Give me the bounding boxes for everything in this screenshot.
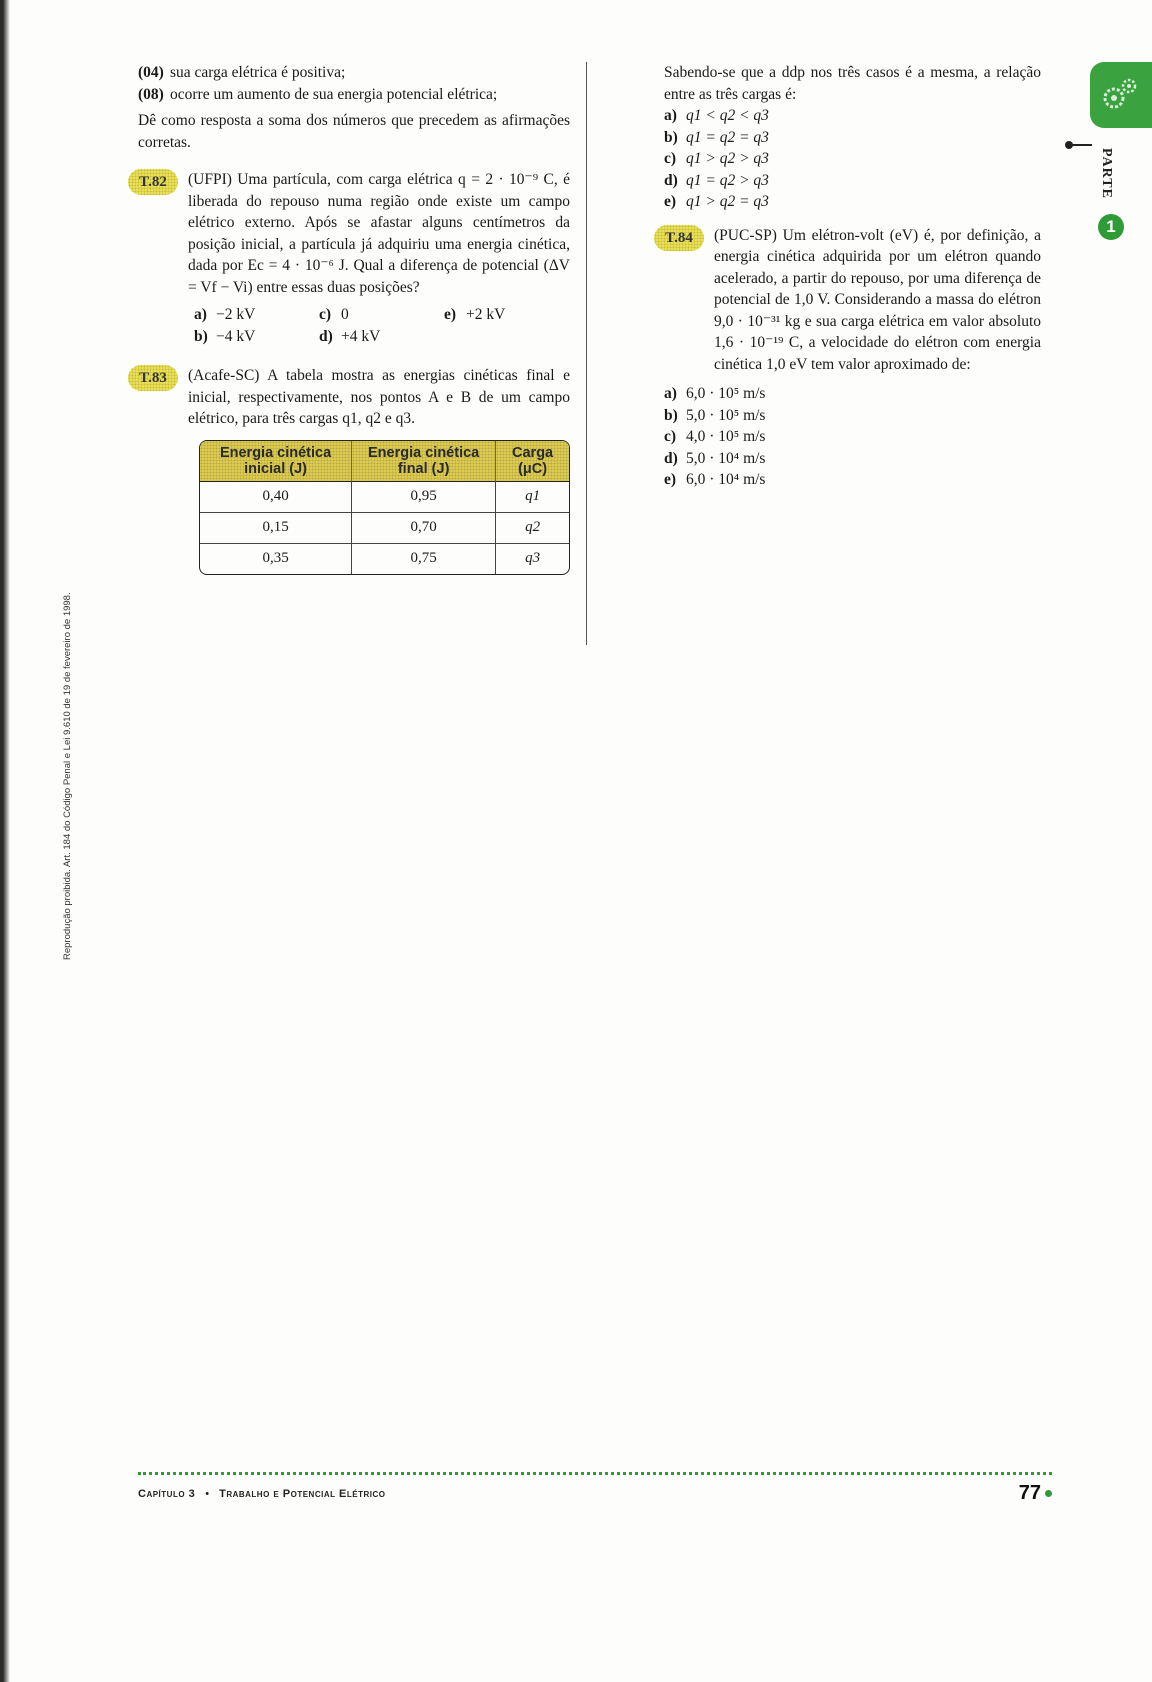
energy-table — [199, 440, 570, 575]
table-cell: 0,15 — [200, 513, 352, 544]
option[interactable] — [664, 426, 1041, 448]
option[interactable] — [664, 448, 1041, 470]
footer-dotted-rule — [138, 1472, 1052, 1475]
intro-text: Sabendo-se que a ddp nos três casos é a mesma, a relação entre as três cargas é: — [664, 64, 1041, 103]
option-letter: a) — [664, 385, 677, 402]
option[interactable] — [664, 383, 1041, 405]
table-cell: 0,95 — [352, 482, 496, 513]
option-text: 5,0 · 10⁴ m/s — [686, 449, 766, 467]
option-text: −2 kV — [216, 306, 256, 323]
question-badge: T.82 — [128, 169, 178, 195]
tab-rule — [1068, 144, 1092, 146]
parte-tab — [1090, 62, 1152, 128]
answer-options — [664, 105, 1041, 213]
option[interactable] — [664, 191, 1041, 213]
table-cell: q1 — [496, 482, 569, 513]
option-letter: c) — [319, 306, 332, 323]
footer-separator: • — [205, 1487, 210, 1500]
option[interactable] — [664, 127, 1041, 149]
page-dot — [1045, 1490, 1052, 1497]
option[interactable] — [319, 304, 444, 326]
table-header-row — [200, 441, 569, 482]
option-letter: c) — [664, 150, 677, 167]
right-column — [664, 62, 1041, 491]
footer-bar — [138, 1482, 1052, 1505]
option-letter: d) — [664, 449, 678, 467]
table-cell: 0,40 — [200, 482, 352, 513]
footer-title: Trabalho e Potencial Elétrico — [219, 1487, 386, 1500]
option-letter: b) — [664, 406, 678, 424]
option-letter: d) — [664, 171, 678, 189]
option[interactable] — [664, 105, 1041, 127]
option-letter: e) — [664, 193, 677, 210]
table-cell: 0,35 — [200, 544, 352, 574]
option-text: 0 — [341, 306, 349, 323]
option-letter: a) — [194, 306, 207, 323]
option-text: −4 kV — [216, 327, 256, 345]
option-text: 5,0 · 10⁵ m/s — [686, 406, 766, 424]
table-cell: 0,70 — [352, 513, 496, 544]
table-row — [200, 482, 569, 513]
item-number: (04) — [138, 64, 164, 81]
option[interactable] — [194, 326, 319, 348]
option-text: q1 > q2 = q3 — [686, 193, 769, 210]
item-text: sua carga elétrica é positiva; — [170, 64, 346, 81]
option-text: q1 > q2 > q3 — [686, 150, 769, 167]
scan-edge — [0, 0, 10, 1682]
option-text: q1 = q2 > q3 — [686, 171, 769, 189]
answer-options — [664, 383, 1041, 491]
option[interactable] — [444, 304, 564, 326]
option-letter: e) — [444, 306, 457, 323]
option-letter: c) — [664, 428, 677, 445]
item-text: ocorre um aumento de sua energia potencial elétrica; — [170, 85, 498, 103]
option[interactable] — [194, 304, 319, 326]
option-letter: b) — [194, 327, 208, 345]
gears-icon — [1100, 74, 1140, 116]
table-cell: 0,75 — [352, 544, 496, 574]
table-header: Energia cinética final (J) — [352, 441, 496, 482]
option[interactable] — [319, 326, 444, 348]
question-badge: T.84 — [654, 225, 704, 251]
option[interactable] — [664, 405, 1041, 427]
instruction-text: Dê como resposta a soma dos números que precedem as afirmações corretas. — [138, 112, 570, 151]
option-text: 4,0 · 10⁵ m/s — [686, 428, 766, 445]
answer-options — [138, 304, 570, 347]
option-text: +4 kV — [341, 327, 381, 345]
column-divider — [586, 62, 587, 645]
table-cell: q3 — [525, 549, 541, 566]
page-number: 77 — [1018, 1482, 1041, 1504]
footer-chapter: Capítulo 3 — [138, 1487, 196, 1500]
table-row — [200, 513, 569, 544]
table-cell: q2 — [496, 513, 569, 544]
legal-notice: Reprodução proibida. Art. 184 do Código Penal e Lei 9.610 de 19 de fevereiro de 1998. — [62, 592, 73, 960]
option-letter: b) — [664, 128, 678, 146]
table-row — [200, 544, 569, 574]
list-item — [138, 84, 570, 106]
item-number: (08) — [138, 85, 164, 103]
question-badge: T.83 — [128, 365, 178, 391]
question-t82 — [138, 169, 570, 298]
option-text: 6,0 · 10⁴ m/s — [686, 471, 766, 488]
question-text: (Acafe-SC) A tabela mostra as energias cinéticas final e inicial, respectivamente, nos pontos A e B de um campo elétrico, para três cargas q1, q2 e q3. — [188, 367, 570, 427]
option[interactable] — [664, 469, 1041, 491]
parte-number: 1 — [1098, 214, 1124, 240]
left-column — [138, 62, 570, 575]
question-text: (UFPI) Uma partícula, com carga elétrica q = 2 · 10⁻⁹ C, é liberada do repouso numa região onde existe um campo elétrico externo. Após se afastar alguns centímetros da posição inicial, a partícula já adquiriu uma energia cinética, dada por Ec = 4 · 10⁻⁶ J. Qual a diferença de potencial (ΔV = Vf − Vi) entre essas duas posições? — [188, 171, 570, 296]
question-t84 — [664, 225, 1041, 376]
option-text: q1 = q2 = q3 — [686, 128, 769, 146]
table-header: Energia cinética inicial (J) — [200, 441, 352, 482]
option[interactable] — [664, 170, 1041, 192]
option[interactable] — [664, 148, 1041, 170]
option-letter: a) — [664, 107, 677, 124]
option-text: 6,0 · 10⁵ m/s — [686, 385, 766, 402]
question-text: (PUC-SP) Um elétron-volt (eV) é, por definição, a energia cinética adquirida por um elétron quando acelerado, a partir do repouso, por uma diferença de potencial de 1,0 V. Considerando a massa do elétron 9,0 · 10⁻³¹ kg e sua carga elétrica em valor absoluto 1,6 · 10⁻¹⁹ C, a velocidade do elétron com energia cinética 1,0 eV tem valor aproximado de: — [714, 226, 1041, 373]
option-text: q1 < q2 < q3 — [686, 107, 769, 124]
parte-label: PARTE — [1099, 148, 1114, 199]
list-item — [138, 62, 570, 84]
option-letter: d) — [319, 327, 333, 345]
option-letter: e) — [664, 471, 677, 488]
table-header: Carga (μC) — [496, 441, 569, 482]
option-text: +2 kV — [466, 306, 506, 323]
question-t83 — [138, 365, 570, 430]
